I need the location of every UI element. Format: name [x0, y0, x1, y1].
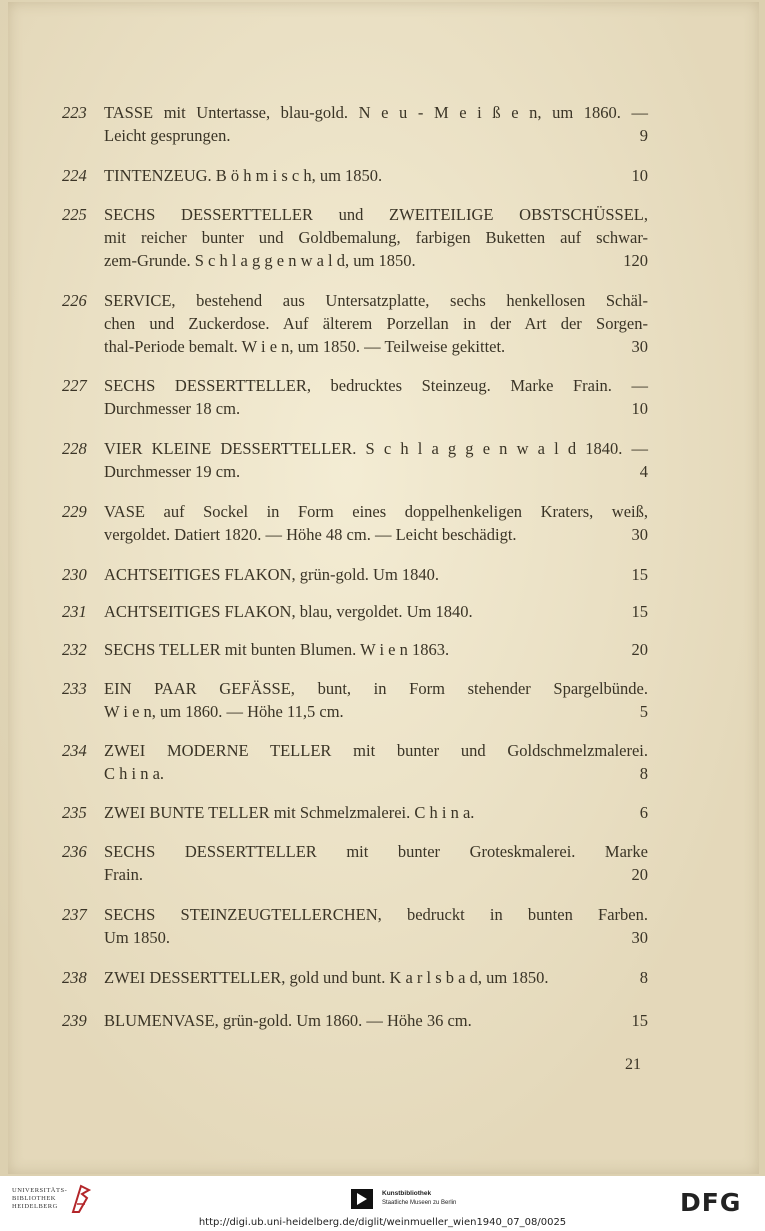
entry-price: 10	[631, 399, 648, 418]
kunstbibliothek-logo-icon	[351, 1189, 373, 1209]
entry-number: 225	[62, 205, 87, 224]
entry-text-line: vergoldet. Datiert 1820. — Höhe 48 cm. — Leicht beschädigt.	[104, 525, 517, 544]
entry-text-line: SECHS DESSERTTELLER, bedrucktes Steinzeug. Marke Frain. —	[104, 376, 648, 395]
entry-number: 223	[62, 103, 87, 122]
entry-number: 228	[62, 439, 87, 458]
entry-text-line: zem-Grunde. S c h l a g g e n w a l d, um 1850.	[104, 251, 416, 270]
entry-text-line: TASSE mit Untertasse, blau-gold. N e u - M e i ß e n, um 1860. —	[104, 103, 648, 122]
entry-text-line: EIN PAAR GEFÄSSE, bunt, in Form stehender Spargelbünde.	[104, 679, 648, 698]
entry-number: 226	[62, 291, 87, 310]
entry-text-line: ACHTSEITIGES FLAKON, blau, vergoldet. Um 1840.	[104, 602, 473, 621]
university-logo-icon	[70, 1184, 92, 1214]
entry-text-line: SERVICE, bestehend aus Untersatzplatte, sechs henkellosen Schäl-	[104, 291, 648, 310]
entry-text-line: C h i n a.	[104, 764, 165, 783]
entry-number: 239	[62, 1011, 87, 1030]
entry-number: 236	[62, 842, 87, 861]
dfg-logo: DFG	[680, 1188, 742, 1217]
entry-text-line: mit reicher bunter und Goldbemalung, farbigen Buketten auf schwar-	[104, 228, 648, 247]
university-library-label: UNIVERSITÄTS- BIBLIOTHEK HEIDELBERG	[12, 1187, 68, 1210]
source-url-link[interactable]: http://digi.ub.uni-heidelberg.de/diglit/weinmueller_wien1940_07_08/0025	[198, 1217, 567, 1228]
entry-text-line: Durchmesser 18 cm.	[104, 399, 241, 418]
entry-number: 235	[62, 803, 87, 822]
entry-text-line: chen und Zuckerdose. Auf älterem Porzellan in der Art der Sorgen-	[104, 314, 648, 333]
entry-number: 224	[62, 166, 87, 185]
entry-price: 30	[631, 928, 648, 947]
entry-price: 15	[631, 565, 648, 584]
entry-number: 229	[62, 502, 87, 521]
entry-text-line: VASE auf Sockel in Form eines doppelhenkeligen Kraters, weiß,	[104, 502, 648, 521]
entry-price: 15	[631, 1011, 648, 1030]
entry-price: 15	[631, 602, 648, 621]
entry-price: 20	[631, 865, 648, 884]
entry-text-line: ZWEI DESSERTTELLER, gold und bunt. K a r l s b a d, um 1850.	[104, 968, 549, 987]
kunstbibliothek-label: Kunstbibliothek Staatliche Museen zu Berlin	[382, 1190, 457, 1206]
entry-text-line: SECHS STEINZEUGTELLERCHEN, bedruckt in bunten Farben.	[104, 905, 648, 924]
entry-price: 30	[631, 525, 648, 544]
entry-text-line: VIER KLEINE DESSERTTELLER. S c h l a g g e n w a l d 1840. —	[104, 439, 648, 458]
entry-number: 234	[62, 741, 87, 760]
entry-text-line: Leicht gesprungen.	[104, 126, 231, 145]
entry-price: 4	[639, 462, 648, 481]
entry-text-line: W i e n, um 1860. — Höhe 11,5 cm.	[104, 702, 344, 721]
entry-text-line: ZWEI BUNTE TELLER mit Schmelzmalerei. C h i n a.	[104, 803, 475, 822]
entry-price: 8	[639, 968, 648, 987]
entry-text-line: SECHS DESSERTTELLER mit bunter Groteskmalerei. Marke	[104, 842, 648, 861]
entry-text-line: TINTENZEUG. B ö h m i s c h, um 1850.	[104, 166, 383, 185]
entry-price: 9	[639, 126, 648, 145]
page-number: 21	[625, 1056, 641, 1073]
entry-number: 232	[62, 640, 87, 659]
entry-price: 120	[623, 251, 648, 270]
entry-number: 238	[62, 968, 87, 987]
entry-text-line: Durchmesser 19 cm.	[104, 462, 241, 481]
entry-text-line: thal-Periode bemalt. W i e n, um 1850. — Teilweise gekittet.	[104, 337, 506, 356]
entry-price: 10	[631, 166, 648, 185]
entry-text-line: Um 1850.	[104, 928, 170, 947]
entry-price: 5	[639, 702, 648, 721]
entry-price: 20	[631, 640, 648, 659]
entry-number: 237	[62, 905, 87, 924]
entry-price: 30	[631, 337, 648, 356]
entry-text-line: ACHTSEITIGES FLAKON, grün-gold. Um 1840.	[104, 565, 440, 584]
entry-text-line: SECHS TELLER mit bunten Blumen. W i e n 1863.	[104, 640, 450, 659]
entry-number: 227	[62, 376, 87, 395]
viewer-footer	[0, 1176, 765, 1231]
entry-text-line: ZWEI MODERNE TELLER mit bunter und Goldschmelzmalerei.	[104, 741, 648, 760]
entry-price: 6	[639, 803, 648, 822]
entry-text-line: SECHS DESSERTTELLER und ZWEITEILIGE OBSTSCHÜSSEL,	[104, 205, 648, 224]
entry-number: 233	[62, 679, 87, 698]
entry-number: 231	[62, 602, 87, 621]
entry-price: 8	[639, 764, 648, 783]
entry-number: 230	[62, 565, 87, 584]
entry-text-line: BLUMENVASE, grün-gold. Um 1860. — Höhe 36 cm.	[104, 1011, 472, 1030]
entry-text-line: Frain.	[104, 865, 143, 884]
